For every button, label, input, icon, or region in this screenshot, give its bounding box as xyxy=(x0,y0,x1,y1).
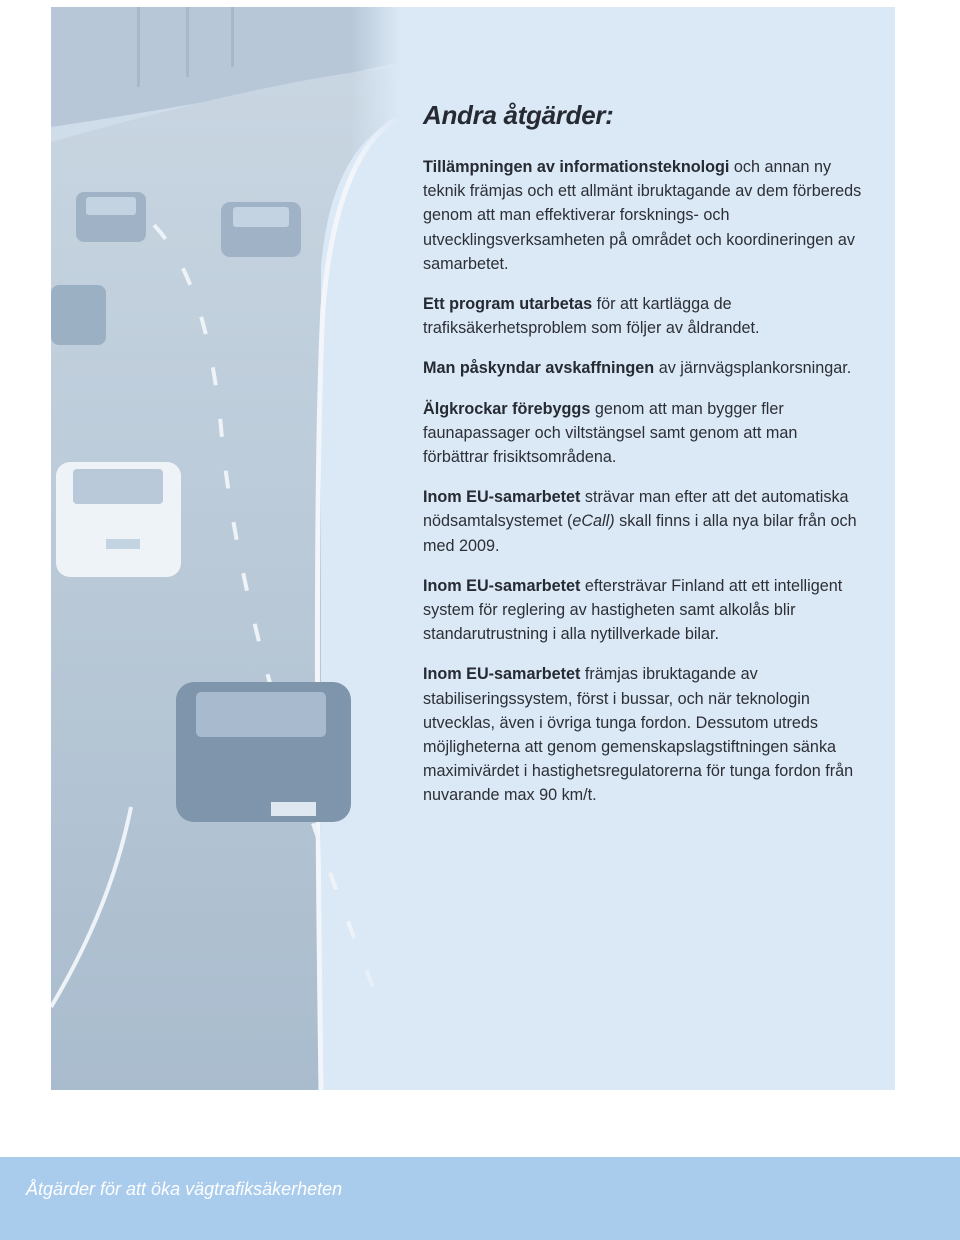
paragraph-it xyxy=(423,155,863,276)
paragraph-lead: Man påskyndar avskaffningen xyxy=(423,359,655,378)
paragraph-body: främjas ibruktagande av stabiliseringssystem, först i bussar, och när teknologin utvecklas, även i övriga tunga fordon. Dessutom utreds möjligheterna att genom gemenskapslagstiftningen sänka maximivärdet i hastighetsregulatorerna för tunga fordon från nuvarande max 90 km/t. xyxy=(423,665,854,805)
paragraph-level-crossings xyxy=(423,356,863,380)
car-4 xyxy=(56,462,181,577)
car-2 xyxy=(221,202,301,257)
text-column xyxy=(423,100,863,824)
paragraph-body: och annan ny teknik främjas och ett allmänt ibruktagande av dem förbereds genom att man effektiverar forsknings- och utvecklingsverksamheten på området och koordineringen av samarbetet. xyxy=(423,158,862,273)
paragraph-lead: Älgkrockar förebyggs xyxy=(423,399,591,418)
paragraph-ageing xyxy=(423,292,863,340)
paragraph-ecall xyxy=(423,485,863,558)
footer-band xyxy=(0,1157,960,1240)
paragraph-lead: Ett program utarbetas xyxy=(423,295,593,314)
car-5 xyxy=(176,682,351,822)
road-photo xyxy=(51,7,400,1090)
paragraph-body-end: skall finns i alla nya bilar från och med 2009. xyxy=(423,512,857,555)
paragraph-body: genom att man bygger fler faunapassager och viltstängsel samt genom att man förbättrar frisiktsområdena. xyxy=(423,399,798,467)
car-1 xyxy=(76,192,146,242)
paragraph-speed-system xyxy=(423,574,863,647)
paragraph-body: av järnvägsplankorsningar. xyxy=(654,359,852,378)
car-3 xyxy=(51,285,106,345)
paragraph-body: för att kartlägga de trafiksäkerhetsproblem som följer av åldrandet. xyxy=(423,295,760,338)
section-heading: Andra åtgärder: xyxy=(423,100,614,130)
paragraph-stability xyxy=(423,662,863,807)
paragraph-body: strävar man efter att det automatiska nödsamtalsystemet ( xyxy=(423,488,849,531)
footer-title: Åtgärder för att öka vägtrafiksäkerheten xyxy=(26,1179,343,1199)
paragraph-body: eftersträvar Finland att ett intelligent system för reglering av hastigheten samt alkolås blir standarutrustning i alla nytillverkade bilar. xyxy=(423,576,843,644)
paragraph-lead: Inom EU-samarbetet xyxy=(423,665,581,684)
paragraph-lead: Inom EU-samarbetet xyxy=(423,488,581,507)
paragraph-moose xyxy=(423,397,863,470)
paragraph-lead: Tillämpningen av informationsteknologi xyxy=(423,158,730,176)
paragraph-lead: Inom EU-samarbetet xyxy=(423,576,581,595)
paragraph-italic: eCall) xyxy=(572,512,615,531)
